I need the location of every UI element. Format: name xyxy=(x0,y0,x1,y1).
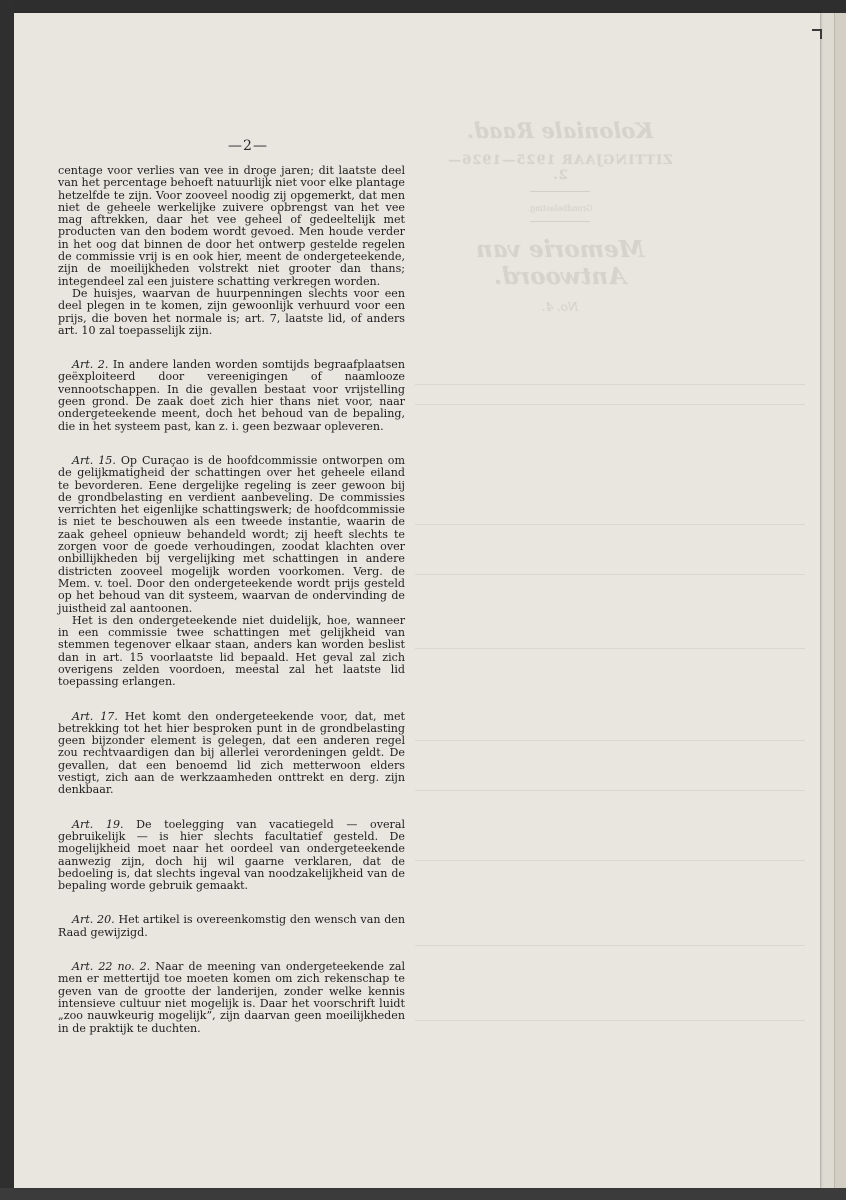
bleed-through-masthead xyxy=(440,118,680,314)
emboss-line xyxy=(415,574,805,575)
emboss-line xyxy=(415,524,805,525)
paragraph xyxy=(58,819,405,893)
article-label: Art. 19. xyxy=(72,817,124,831)
underlying-page-edge-2 xyxy=(834,13,846,1188)
emboss-line xyxy=(415,790,805,791)
paragraph-body: In andere landen worden somtijds begraafplaatsen geëxploiteerd door vereenigingen of naamlooze vennootschappen. In die gevallen bestaat voor vrijstelling geen grond. De zaak doet zich hier thans niet voor, naar ondergeteekende meent, doch het behoud van de bepaling, die in het systeem past, kan z. i. geen bezwaar opleveren. xyxy=(58,358,405,433)
scan-border-top xyxy=(0,0,846,14)
paragraph-body: Het artikel is overeenkomstig den wensch van den Raad gewijzigd. xyxy=(58,913,406,939)
paragraph xyxy=(58,288,405,337)
paragraph xyxy=(58,961,405,1035)
emboss-line xyxy=(415,1020,805,1021)
body-text xyxy=(58,165,405,1035)
article-label: Art. 15. xyxy=(72,453,116,467)
paragraph-body: Het komt den ondergeteekende voor, dat, met betrekking tot het hier besproken punt in de grondbelasting geen bijzonder element is gelegen, dat een anderen regel zou rechtvaardigen dan bij allerlei verordeningen geldt. De gevallen, dat een benoemd lid zich metterwoon elders vestigt, zich aan de werkzaamheden onttrekt en derg. zijn denkbaar. xyxy=(58,709,406,797)
corner-mark-icon xyxy=(812,29,822,39)
paragraph xyxy=(58,711,405,797)
article-label: Art. 22 no. 2. xyxy=(72,960,151,974)
bleed-rule xyxy=(530,191,590,192)
article-label: Art. 20. xyxy=(72,913,115,927)
emboss-line xyxy=(415,404,805,405)
paragraph-body: Het is den ondergeteekende niet duidelijk, hoe, wanneer in een commissie twee schattingen met gelijkheid van stemmen tegenover elkaar staan, anders kan worden beslist dan in art. 15 voorlaatste lid bepaald. Het geval zal zich overigens zelden voordoen, meestal zal het laatste lid toepassing erlangen. xyxy=(58,613,405,689)
emboss-line xyxy=(415,648,805,649)
emboss-line xyxy=(415,384,805,385)
emboss-line xyxy=(415,945,805,946)
bleed-rule xyxy=(530,221,590,222)
bleed-line-4: Memorie van Antwoord. xyxy=(475,236,645,290)
bleed-line-2: ZITTINGJAAR 1925—1926—2. xyxy=(447,153,673,183)
scan-border-bottom xyxy=(0,1188,846,1200)
paragraph-body: De toelegging van vacatiegeld — overal gebruikelijk — is hier slechts facultatief gesteld. De mogelijkheid moet naar het oordeel van ondergeteekende aanwezig zijn, doch hij wil gaarne verklaren, dat de bedoeling is, dat slechts ingeval van noodzakelijkheid van de bepaling worde gebruik gemaakt. xyxy=(58,817,406,893)
bleed-line-3: Grondbelasting. xyxy=(527,204,593,213)
article-label: Art. 17. xyxy=(72,709,118,723)
emboss-line xyxy=(415,860,805,861)
paragraph xyxy=(58,615,405,689)
paragraph xyxy=(58,914,405,939)
scan-border-left xyxy=(0,0,14,1200)
paragraph xyxy=(58,359,405,433)
page-number: —2— xyxy=(228,138,268,154)
paragraph-body: Op Curaçao is de hoofdcommissie ontworpen om de gelijkmatigheid der schattingen over het geheele eiland te bevorderen. Eene dergelijke regeling is zeer gewoon bij de grondbelasting en verdient aanbeveling. De commissies verrichten het eigenlijke schattingswerk; de hoofdcommissie is niet te beschouwen als een tweede instantie, waarin de zaak geheel opnieuw behandeld wordt; zij heeft slechts te zorgen voor de goede verhoudingen, zoodat klachten over onbillijkheden bij vergelijking met schattingen in andere districten zooveel mogelijk worden voorkomen. Verg. de Mem. v. toel. Door den ondergeteekende wordt prijs gesteld op het behoud van dit systeem, waarvan de ondervinding de juistheid zal aantoonen. xyxy=(58,453,406,615)
paragraph xyxy=(58,165,405,288)
paragraph-body: Naar de meening van ondergeteekende zal men er mettertijd toe moeten komen om zich rekenschap te geven van de grootte der landerijen, zonder welke kennis intensieve cultuur niet mogelijk is. Daar het voorschrift luidt „zoo nauwkeurig mogelijk”, zijn daarvan geen moeilijkheden in de praktijk te duchten. xyxy=(58,960,406,1035)
emboss-line xyxy=(415,740,805,741)
bleed-line-1: Koloniale Raad. xyxy=(466,118,654,143)
paragraph-body: De huisjes, waarvan de huurpenningen slechts voor een deel plegen in te komen, zijn gewoonlijk verhuurd voor een prijs, die boven het normale is; art. 7, laatste lid, of anders art. 10 zal toepasselijk zijn. xyxy=(58,286,405,337)
paragraph-body: centage voor verlies van vee in droge jaren; dit laatste deel van het percentage behoeft natuurlijk niet voor elke plantage hetzelfde te zijn. Voor zooveel noodig zij opgemerkt, dat men niet de geheele werkelijke zuivere opbrengst van het vee mag aftrekken, daar het vee geheel of gedeeltelijk met producten van den bodem wordt gevoed. Men houde verder in het oog dat binnen de door het ontwerp gestelde regelen de commissie vrij is en ook hier, meent de ondergeteekende, zijn de moeilijkheden volstrekt niet grooter dan thans; integendeel zal een juistere schatting verkregen worden. xyxy=(58,164,405,288)
article-label: Art. 2. xyxy=(72,358,109,372)
paragraph xyxy=(58,455,405,615)
bleed-line-5: No. 4. xyxy=(541,300,579,314)
